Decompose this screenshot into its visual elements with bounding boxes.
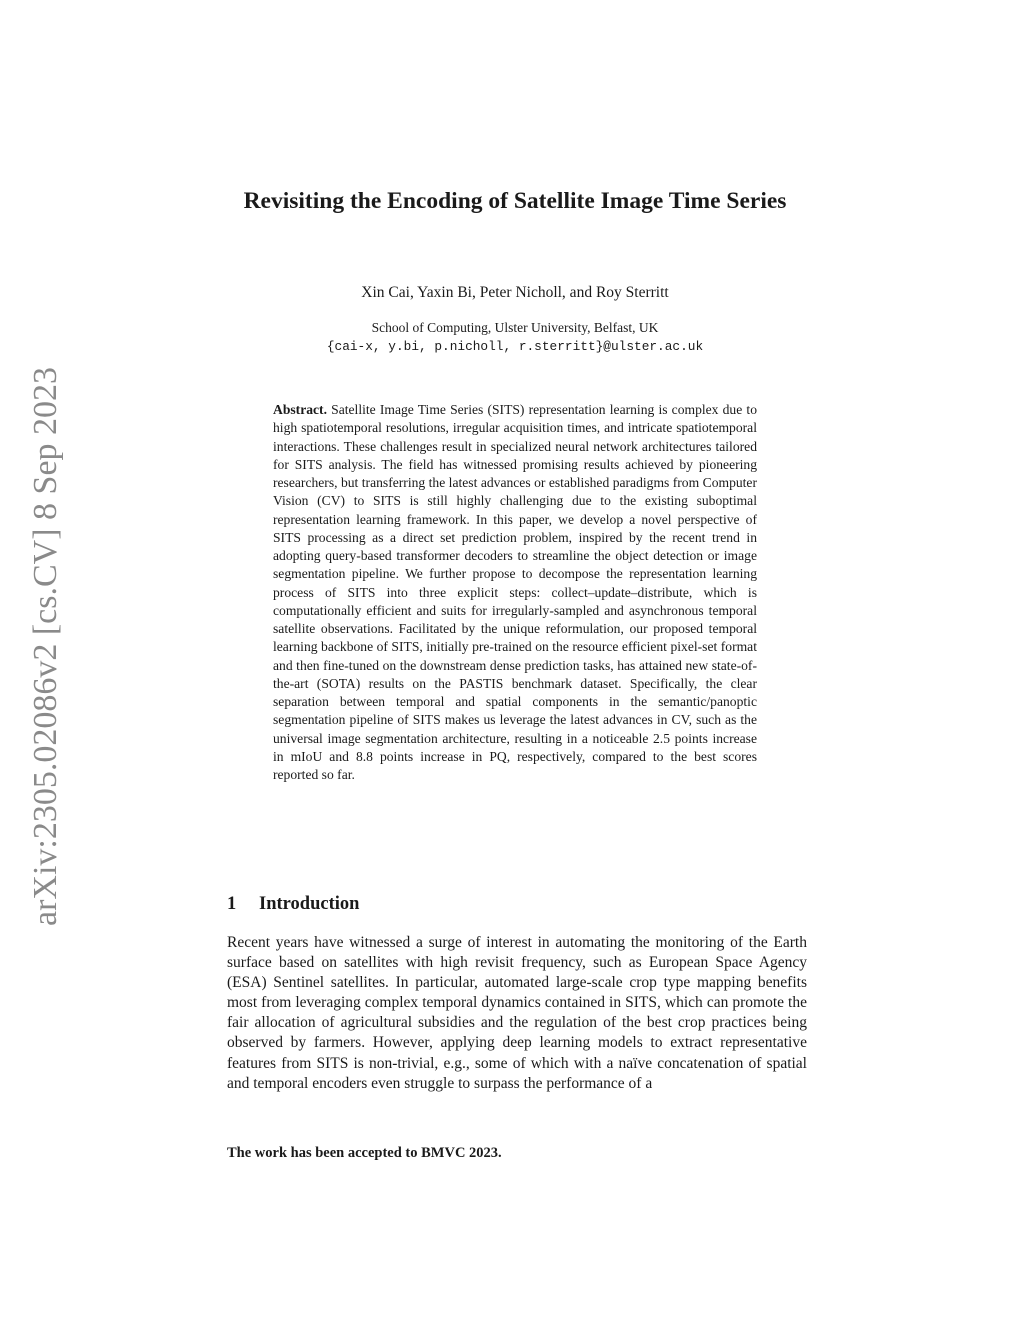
affiliation-text: School of Computing, Ulster University, Belfast, UK (371, 320, 659, 335)
section-title: Introduction (259, 894, 360, 914)
acceptance-note: The work has been accepted to BMVC 2023. (227, 1145, 502, 1161)
section-number: 1 (227, 894, 237, 914)
paper-title: Revisiting the Encoding of Satellite Image Time Series (243, 188, 787, 214)
author-list: Xin Cai, Yaxin Bi, Peter Nicholl, and Roy Sterritt (361, 284, 669, 301)
arxiv-identifier-stamp: arXiv:2305.02086v2 [cs.CV] 8 Sep 2023 (27, 366, 64, 926)
affiliation-block (220, 318, 810, 356)
section-heading-introduction (227, 892, 807, 916)
abstract (273, 401, 757, 784)
introduction-paragraph: Recent years have witnessed a surge of interest in automating the monitoring of the Earth surface based on satellites with high revisit frequency, such as European Space Agency (ESA) Sentinel satellites. In particular, automated large-scale crop type mapping benefits most from leveraging complex temporal dynamics contained in SITS, which can promote the fair allocation of agricultural subsidies and the regulation of the best crop practices being observed by farmers. However, applying deep learning models to extract representative features from SITS is non-trivial, e.g., some of which with a naïve concatenation of spatial and temporal encoders even struggle to surpass the performance of a (227, 934, 807, 1092)
author-emails: {cai-x, y.bi, p.nicholl, r.sterritt}@ulster.ac.uk (326, 339, 704, 354)
abstract-text: Satellite Image Time Series (SITS) representation learning is complex due to high spatiotemporal resolutions, irregular acquisition times, and intricate spatiotemporal interactions. These challenges result in specialized neural network architectures tailored for SITS analysis. The field has witnessed promising results achieved by pioneering researchers, but transferring the latest advances or established paradigms from Computer Vision (CV) to SITS is still highly challenging due to the existing suboptimal representation learning framework. In this paper, we develop a novel perspective of SITS processing as a direct set prediction problem, inspired by the recent trend in adopting query-based transformer decoders to streamline the object detection or image segmentation pipeline. We further propose to decompose the representation learning process of SITS into three explicit steps: collect–update–distribute, which is computationally efficient and suits for irregularly-sampled and asynchronous temporal satellite observations. Facilitated by the unique reformulation, our proposed temporal learning backbone of SITS, initially pre-trained on the resource efficient pixel-set format and then fine-tuned on the downstream dense prediction tasks, has attained new state-of-the-art (SOTA) results on the PASTIS benchmark dataset. Specifically, the clear separation between temporal and spatial components in the semantic/panoptic segmentation pipeline of SITS makes us leverage the latest advances in CV, such as the universal image segmentation architecture, resulting in a noticeable 2.5 points increase in mIoU and 8.8 points increase in PQ, respectively, compared to the best scores reported so far. (273, 402, 757, 782)
abstract-label: Abstract. (273, 402, 327, 417)
